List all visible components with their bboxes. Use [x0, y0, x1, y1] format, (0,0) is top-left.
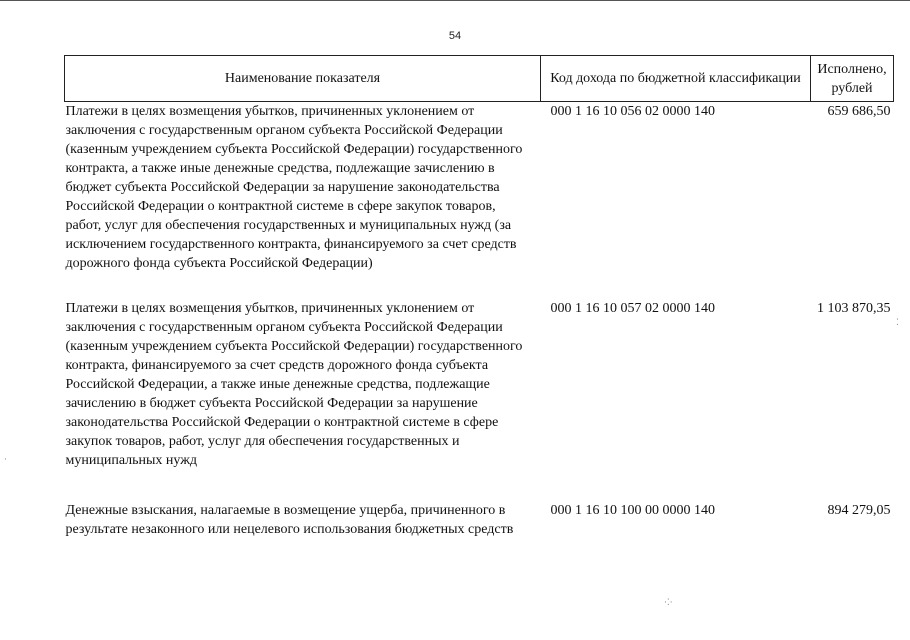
page-number: 54 [448, 30, 462, 42]
executed-amount-cell: 659 686,50 [827, 104, 891, 119]
revenue-code-cell: 000 1 16 10 100 00 0000 140 [550, 503, 715, 518]
scan-speck-mark: ·⁚· [664, 598, 673, 608]
table-row [65, 501, 894, 561]
header-revenue-code: Код дохода по бюджетной классификации [541, 56, 811, 102]
scan-speck-mark: · [4, 455, 7, 465]
scan-speck-mark: ⁚ [896, 318, 899, 328]
indicator-name-cell: Платежи в целях возмещения убытков, причиненных уклонением от заключения с государственным органом субъекта Российской Федерации (казенным учреждением субъекта Российской Федерации) государственного контракта, а также иные денежные средства, подлежащие зачислению в бюджет субъекта Российской Федерации за нарушение законодательства Российской Федерации о контрактной системе в сфере закупок товаров, работ, услуг для обеспечения государственных и муниципальных нужд (за исключением государственного контракта, финансируемого за счет средств дорожного фонда субъекта Российской Федерации) [65, 104, 523, 271]
indicator-name-cell: Денежные взыскания, налагаемые в возмещение ущерба, причиненного в результате незаконного или нецелевого использования бюджетных средств [65, 503, 514, 537]
header-executed-amount: Исполнено, рублей [811, 56, 894, 102]
revenue-code-cell: 000 1 16 10 056 02 0000 140 [550, 104, 715, 119]
page-top-border [0, 0, 910, 1]
table-row [65, 299, 894, 501]
revenue-code-cell: 000 1 16 10 057 02 0000 140 [550, 301, 715, 316]
revenue-table [64, 55, 894, 561]
executed-amount-cell: 1 103 870,35 [817, 301, 891, 316]
header-indicator-name: Наименование показателя [65, 56, 541, 102]
executed-amount-cell: 894 279,05 [827, 503, 891, 518]
table-row [65, 102, 894, 300]
indicator-name-cell: Платежи в целях возмещения убытков, причиненных уклонением от заключения с государственным органом субъекта Российской Федерации (казенным учреждением субъекта Российской Федерации) государственного контракта, финансируемого за счет средств дорожного фонда субъекта Российской Федерации, а также иные денежные средства, подлежащие зачислению в бюджет субъекта Российской Федерации за нарушение законодательства Российской Федерации о контрактной системе в сфере закупок товаров, работ, услуг для обеспечения государственных и муниципальных нужд [65, 301, 523, 468]
table-header-row [65, 56, 894, 102]
